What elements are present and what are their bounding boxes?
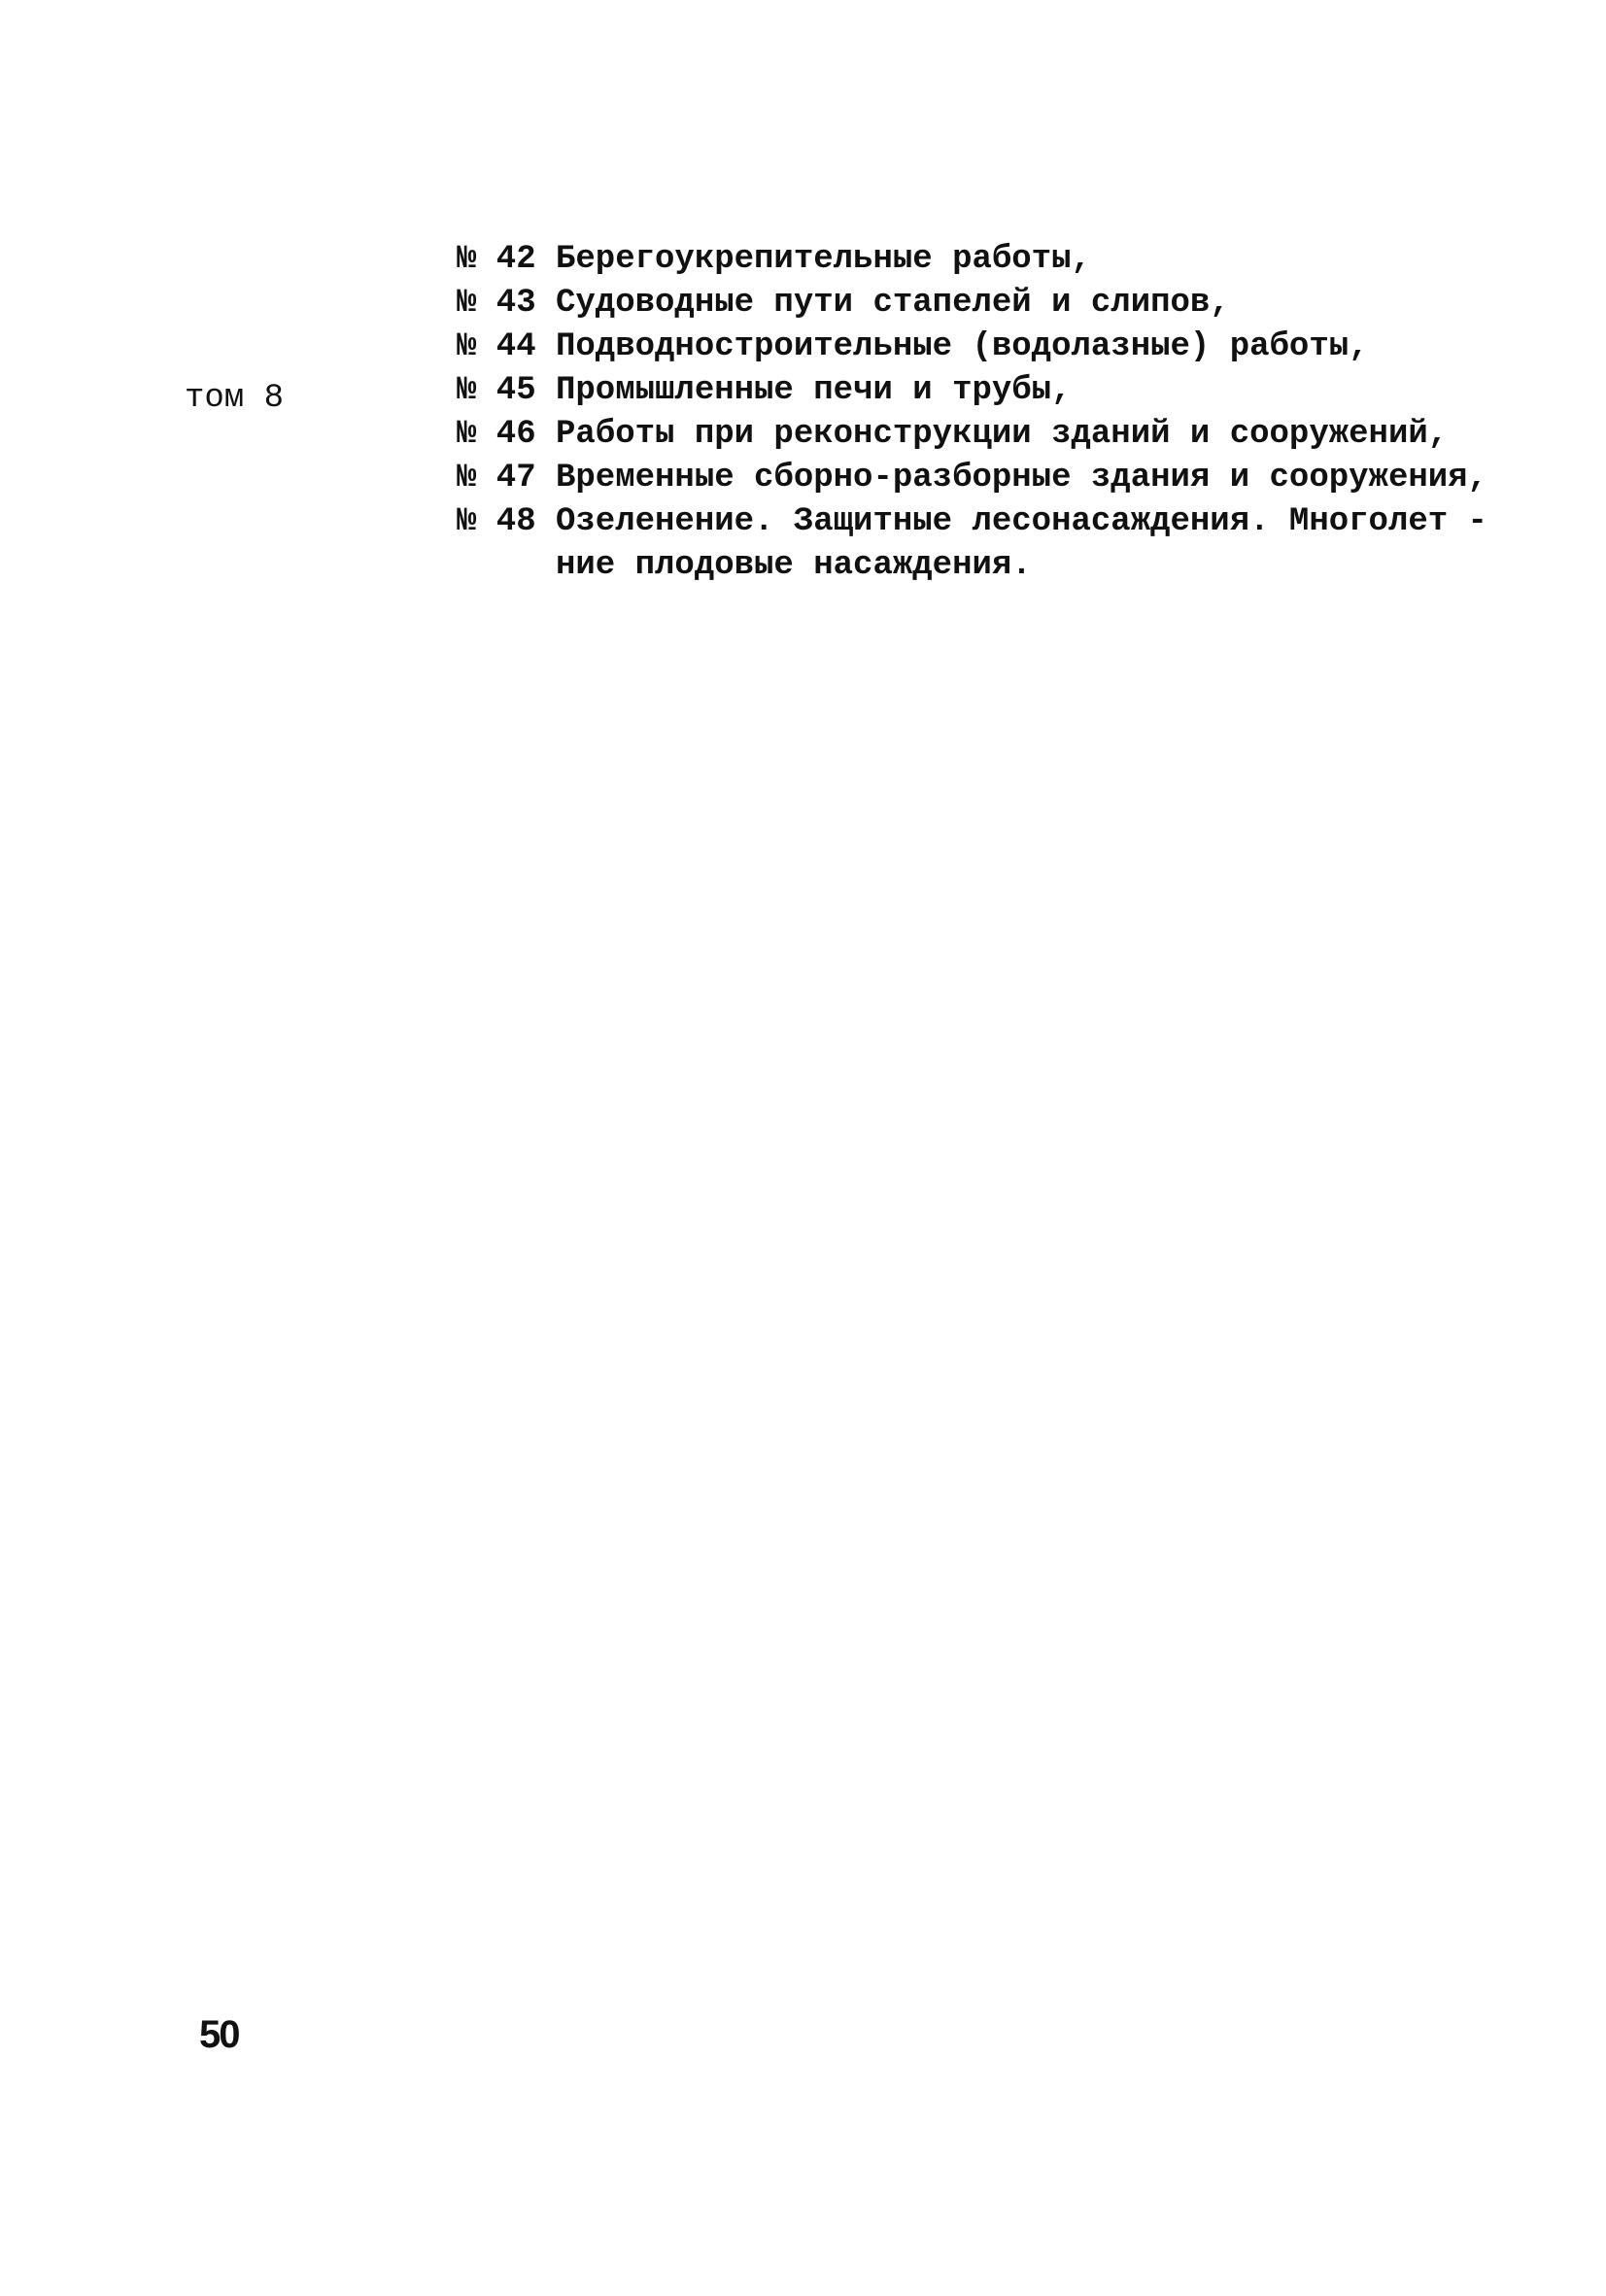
volume-label: том 8	[185, 380, 285, 417]
entry-text: Озеленение. Защитные лесонасаждения. Многолет - ние плодовые насаждения.	[556, 503, 1487, 584]
entry-number: № 44	[457, 328, 536, 365]
entry-text: Судоводные пути стапелей и слипов,	[556, 285, 1230, 322]
entry-number: № 47	[457, 460, 536, 497]
entry-number: № 48	[457, 503, 536, 540]
list-item	[457, 457, 1487, 500]
entry-number: № 45	[457, 372, 536, 409]
list-item	[457, 282, 1487, 326]
entry-number: № 46	[457, 416, 536, 453]
entry-text: Берегоукрепительные работы,	[556, 241, 1091, 278]
entry-text: Промышленные печи и трубы,	[556, 372, 1072, 409]
list-item	[457, 326, 1487, 369]
list-item	[457, 500, 1487, 588]
list-item	[457, 413, 1487, 457]
entry-list	[457, 238, 1487, 588]
entry-text: Временные сборно-разборные здания и сооружения,	[556, 460, 1487, 497]
entry-text: Работы при реконструкции зданий и сооружений,	[556, 416, 1449, 453]
list-item	[457, 238, 1487, 282]
entry-number: № 43	[457, 285, 536, 322]
page-number: 50	[199, 2013, 239, 2056]
list-item	[457, 369, 1487, 413]
entry-number: № 42	[457, 241, 536, 278]
entry-text: Подводностроительные (водолазные) работы,	[556, 328, 1369, 365]
